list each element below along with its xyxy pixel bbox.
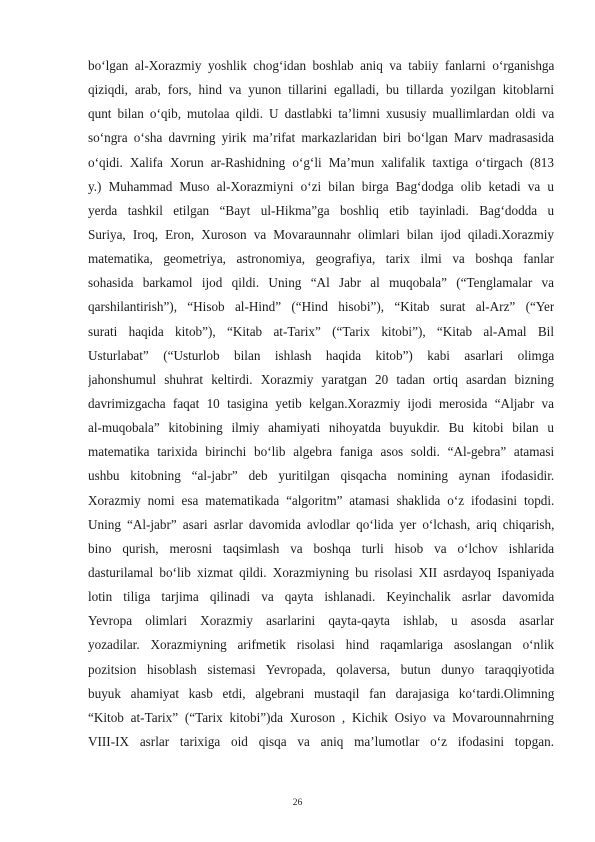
text-line: dasturilamal bo‘lib xizmat qildi. Xorazmiyning bu risolasi XII asrdayoq Ispaniyada bbox=[88, 564, 554, 580]
text-line: ushbu kitobning “al-jabr” deb yuritilgan qisqacha nomining aynan ifodasidir. bbox=[88, 468, 554, 484]
text-line: lotin tiliga tarjima qilinadi va qayta ishlanadi. Keyinchalik asrlar davomida bbox=[88, 589, 554, 605]
text-line: qarshilantirish”), “Hisob al-Hind” (“Hind hisobi”), “Kitab surat al-Arz” (“Yer bbox=[88, 299, 554, 315]
text-line: jahonshumul shuhrat keltirdi. Xorazmiy yaratgan 20 tadan ortiq asardan bizning bbox=[88, 371, 554, 387]
text-line: surati haqida kitob”), “Kitab at-Tarix” (“Tarix kitobi”), “Kitab al-Amal Bil bbox=[88, 323, 554, 339]
text-line: bino qurish, merosni taqsimlash va boshqa turli hisob va o‘lchov ishlarida bbox=[88, 540, 554, 556]
text-line: y.) Muhammad Muso al-Xorazmiyni o‘zi bilan birga Bag‘dodga olib ketadi va u bbox=[88, 178, 554, 194]
text-line: Usturlabat” (“Usturlob bilan ishlash haqida kitob”) kabi asarlari olimga bbox=[88, 347, 554, 363]
text-line: bo‘lgan al-Xorazmiy yoshlik chog‘idan boshlab aniq va tabiiy fanlarni o‘rganishga bbox=[88, 58, 554, 73]
text-line: davrimizgacha faqat 10 tasigina yetib kelgan.Xorazmiy ijodi merosida “Aljabr va bbox=[88, 395, 554, 411]
text-line: “Kitob at-Tarix” (“Tarix kitobi”)da Xuroson , Kichik Osiyo va Movarounnahrning bbox=[88, 709, 554, 725]
text-line: qunt bilan o‘qib, mutolaa qildi. U dastlabki ta’limni xususiy muallimlardan oldi va bbox=[88, 106, 554, 122]
text-line: so‘ngra o‘sha davrning yirik ma’rifat markazlaridan biri bo‘lgan Marv madrasasida bbox=[88, 130, 554, 146]
body-text bbox=[88, 54, 554, 754]
text-line: al-muqobala” kitobining ilmiy ahamiyati nihoyatda buyukdir. Bu kitobi bilan u bbox=[88, 420, 554, 436]
text-line: sohasida barkamol ijod qildi. Uning “Al Jabr al muqobala” (“Tenglamalar va bbox=[88, 275, 554, 291]
text-line: matematika, geometriya, astronomiya, geografiya, tarix ilmi va boshqa fanlar bbox=[88, 251, 554, 267]
text-line: VIII-IX asrlar tarixiga oid qisqa va aniq ma’lumotlar o‘z ifodasini topgan. bbox=[88, 733, 554, 749]
text-line: Xorazmiy nomi esa matematikada “algoritm” atamasi shaklida o‘z ifodasini topdi. bbox=[88, 492, 554, 508]
text-line: Uning “Al-jabr” asari asrlar davomida avlodlar qo‘lida yer o‘lchash, ariq chiqarish, bbox=[88, 516, 554, 532]
text-line: yerda tashkil etilgan “Bayt ul-Hikma”ga boshliq etib tayinladi. Bag‘dodda u bbox=[88, 202, 554, 218]
text-line: qiziqdi, arab, fors, hind va yunon tillarini egalladi, bu tillarda yozilgan kitoblarni bbox=[88, 82, 554, 98]
text-line: Yevropa olimlari Xorazmiy asarlarini qayta-qayta ishlab, u asosda asarlar bbox=[88, 613, 554, 629]
text-line: buyuk ahamiyat kasb etdi, algebrani mustaqil fan darajasiga ko‘tardi.Olimning bbox=[88, 685, 554, 701]
text-line: matematika tarixida birinchi bo‘lib algebra faniga asos soldi. “Al-gebra” atamasi bbox=[88, 444, 554, 460]
text-line: pozitsion hisoblash sistemasi Yevropada, qolaversa, butun dunyo taraqqiyotida bbox=[88, 661, 554, 677]
text-line: Suriya, Iroq, Eron, Xuroson va Movaraunnahr olimlari bilan ijod qiladi.Xorazmiy bbox=[88, 226, 554, 242]
text-line: yozadilar. Xorazmiyning arifmetik risolasi hind raqamlariga asoslangan o‘nlik bbox=[88, 637, 554, 653]
page-number: 26 bbox=[292, 798, 303, 808]
text-line: o‘qidi. Xalifa Xorun ar-Rashidning o‘g‘li Ma’mun xalifalik taxtiga o‘tirgach (813 bbox=[88, 154, 554, 170]
